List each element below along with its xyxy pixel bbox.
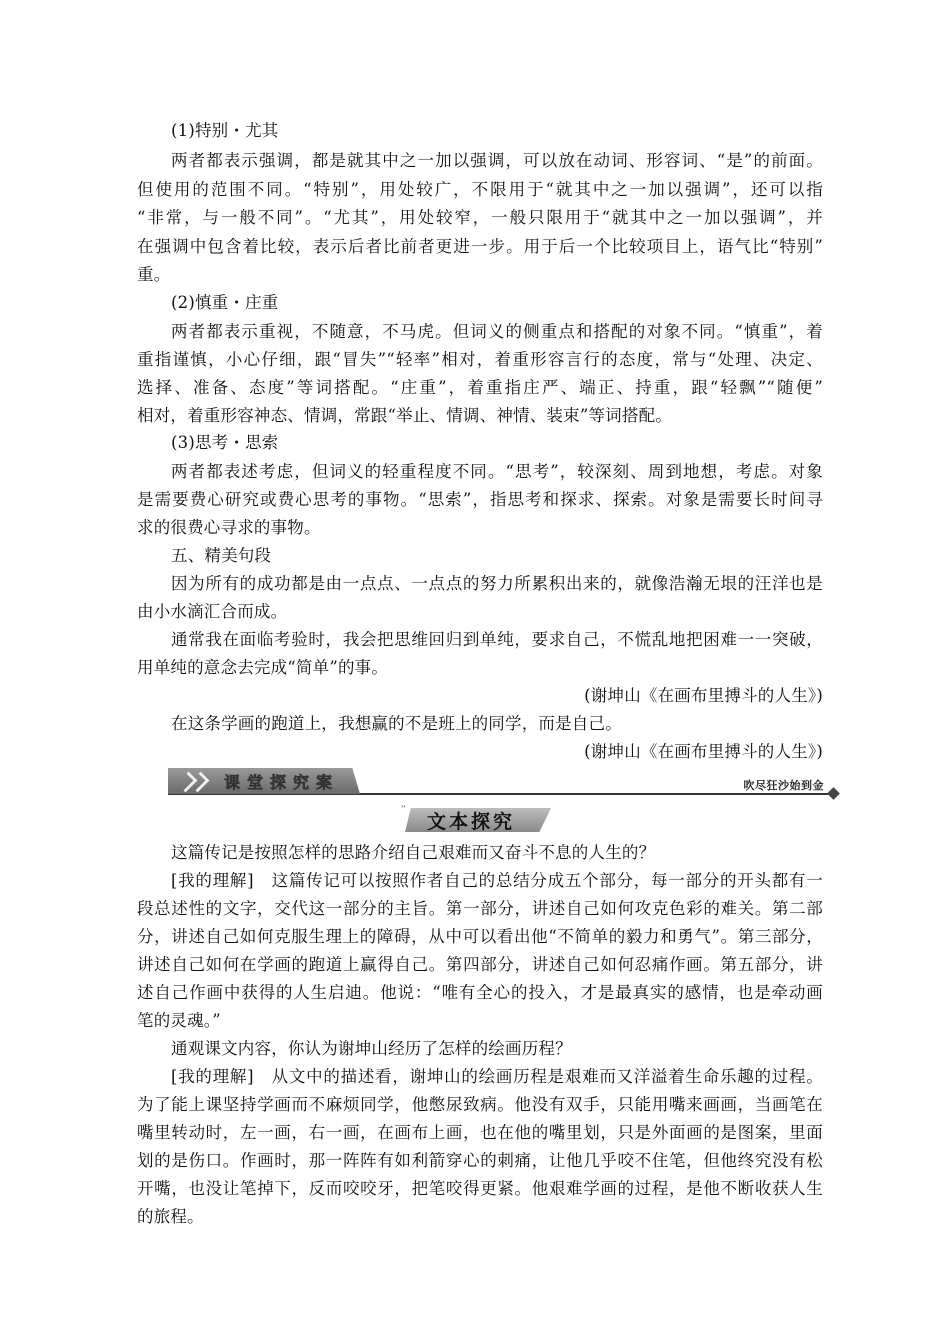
section-banner [168,768,840,796]
heading-1: (1)特别・尤其 [171,121,279,140]
answer-line: 讲述自己如何在学画的跑道上赢得自己。第四部分，讲述自己如何忍痛作画。第五部分，讲 [137,955,823,974]
paragraph-line: 用单纯的意念去完成“简单”的事。 [137,658,389,677]
paragraph-line: 两者都表示重视，不随意，不马虎。但词义的侧重点和搭配的对象不同。“慎重”，着 [171,322,823,341]
source-citation: (谢坤山《在画布里搏斗的人生》) [584,686,823,705]
banner-motto: 吹尽狂沙始到金 [743,779,824,792]
answer-line: 开嘴，也没让笔掉下，反而咬咬牙，把笔咬得更紧。他艰难学画的过程，是他不断收获人生 [137,1179,823,1198]
source-citation: (谢坤山《在画布里搏斗的人生》) [584,742,823,761]
answer-line: 笔的灵魂。” [137,1011,221,1030]
heading-4: 五、精美句段 [171,546,272,565]
answer-line: 段总述性的文字，交代这一部分的主旨。第一部分，讲述自己如何攻克色彩的难关。第二部 [137,899,823,918]
subsection-header [401,804,551,834]
answer-line: [我的理解] 从文中的描述看，谢坤山的绘画历程是艰难而又洋溢着生命乐趣的过程。 [171,1067,823,1086]
paragraph-line: 通常我在面临考验时，我会把思维回归到单纯，要求自己，不慌乱地把困难一一突破， [171,630,823,649]
question-line: 通观课文内容，你认为谢坤山经历了怎样的绘画历程？ [171,1039,572,1058]
answer-line: 述自己作画中获得的人生启迪。他说：“唯有全心的投入，才是最真实的感情，也是牵动画 [137,983,823,1002]
paragraph-line: 求的很费心寻求的事物。 [137,518,321,537]
subheader-title: 文本探究 [427,811,516,833]
paragraph-line: 是需要费心研究或费心思考的事物。“思索”，指思考和探求、探索。对象是需要长时间寻 [137,490,823,509]
question-line: 这篇传记是按照怎样的思路介绍自己艰难而又奋斗不息的人生的？ [171,843,656,862]
paragraph-line: 在这条学画的跑道上，我想赢的不是班上的同学，而是自己。 [171,714,622,733]
answer-line: 分，讲述自己如何克服生理上的障碍，从中可以看出他“不简单的毅力和勇气”。第三部分， [137,927,823,946]
paragraph-line: 两者都表述考虑，但词义的轻重程度不同。“思考”，较深刻、周到地想，考虑。对象 [171,462,823,481]
paragraph-line: 两者都表示强调，都是就其中之一加以强调，可以放在动词、形容词、“是”的前面。 [171,151,823,170]
answer-line: 为了能上课坚持学画而不麻烦同学，他憋尿致病。他没有双手，只能用嘴来画画，当画笔在 [137,1095,823,1114]
paragraph-line: 相对，着重形容神态、情调，常跟“举止、情调、神情、装束”等词搭配。 [137,406,672,425]
banner-title: 课堂探究案 [224,773,340,792]
answer-line: 划的是伤口。作画时，那一阵阵有如利箭穿心的刺痛，让他几乎咬不住笔，但他终究没有松 [137,1151,823,1170]
paragraph-line: 但使用的范围不同。“特别”，用处较广，不限用于“就其中之一加以强调”，还可以指 [137,180,823,199]
answer-line: 的旅程。 [137,1207,204,1226]
paragraph-line: 在强调中包含着比较，表示后者比前者更进一步。用于后一个比较项目上，语气比“特别” [137,237,823,256]
heading-2: (2)慎重・庄重 [171,293,279,312]
paragraph-line: 重。 [137,265,171,284]
answer-line: [我的理解] 这篇传记可以按照作者自己的总结分成五个部分，每一部分的开头都有一 [171,871,823,890]
paragraph-line: 因为所有的成功都是由一点点、一点点的努力所累积出来的，就像浩瀚无垠的汪洋也是 [171,574,823,593]
answer-line: 嘴里转动时，左一画，右一画，在画布上画，也在他的嘴里划，只是外面画的是图案，里面 [137,1123,823,1142]
diamond-icon [827,787,840,800]
paragraph-line: 重指谨慎，小心仔细，跟“冒失”“轻率”相对，着重形容言行的态度，常与“处理、决定、 [137,350,823,369]
paragraph-line: 由小水滴汇合而成。 [137,602,288,621]
heading-3: (3)思考・思索 [171,433,279,452]
paragraph-line: 选择、准备、态度”等词搭配。“庄重”，着重指庄严、端正、持重，跟“轻飘”“随便” [137,378,823,397]
quote-mark-icon: “ [401,804,407,815]
paragraph-line: “非常，与一般不同”。“尤其”，用处较窄，一般只限用于“就其中之一加以强调”，并 [137,208,823,227]
